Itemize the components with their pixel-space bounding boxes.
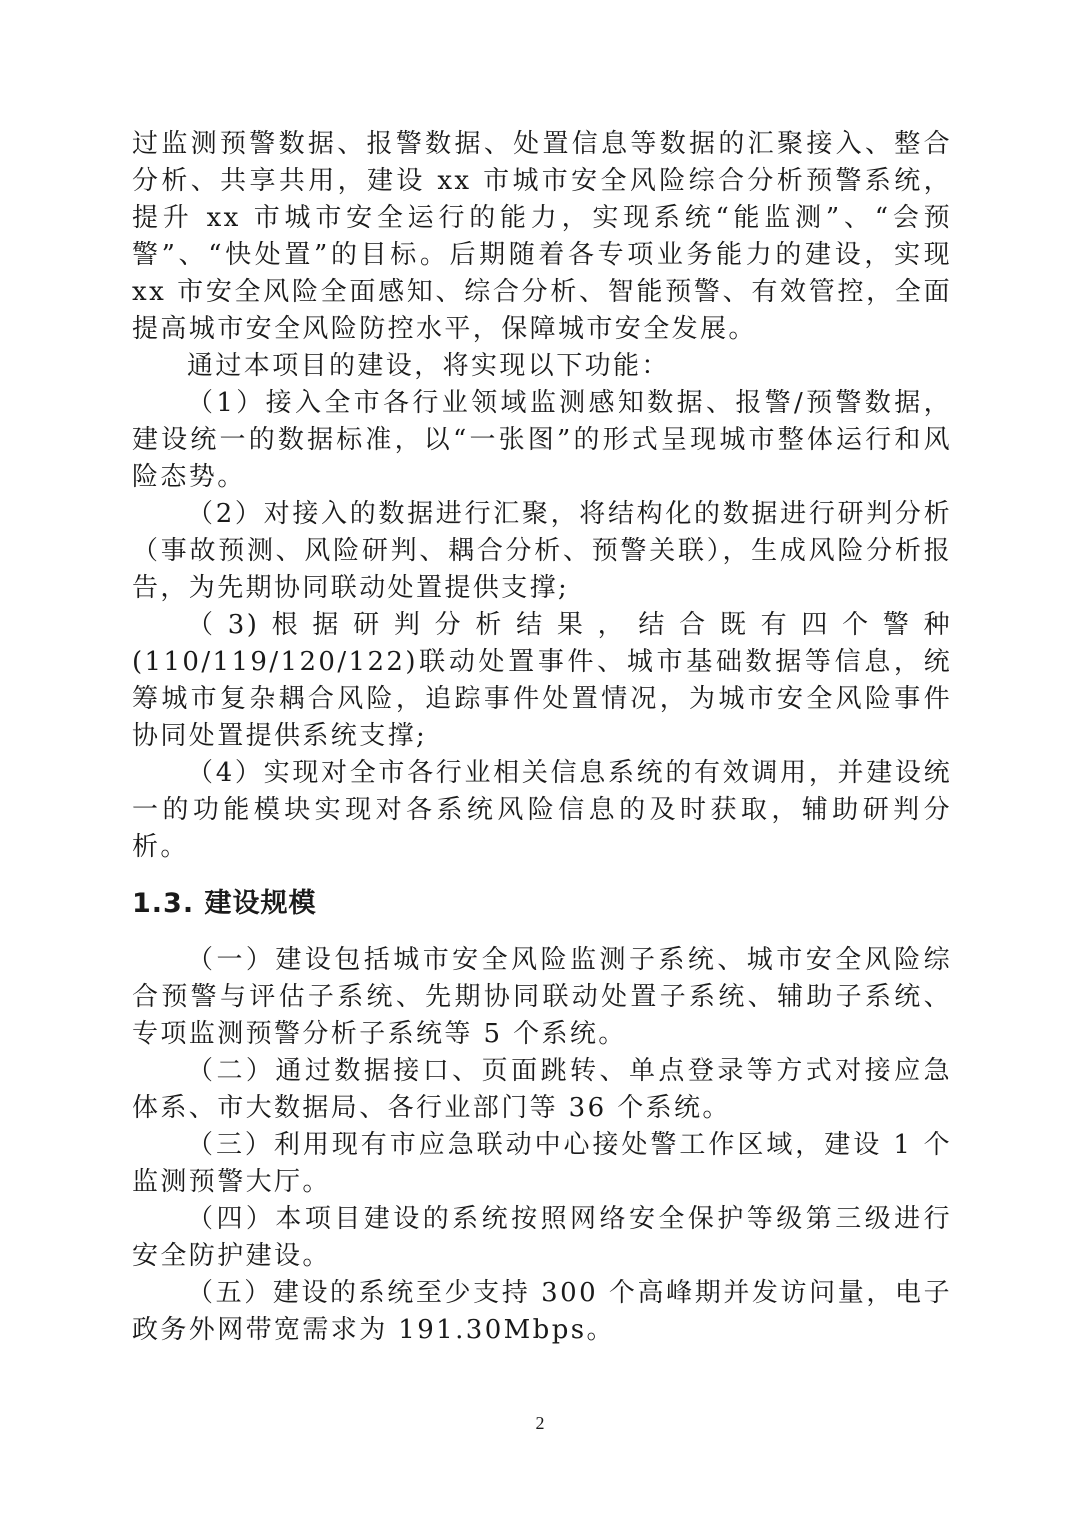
section-heading: 1.3. 建设规模	[132, 888, 317, 919]
intro-paragraph: 过监测预警数据、报警数据、处置信息等数据的汇聚接入、整合分析、共享共用，建设 xx 市城市安全风险综合分析预警系统，提升 xx 市城市安全运行的能力，实现系统“能监测”、“会预警”、“快处置”的目标。后期随着各专项业务能力的建设，实现 xx 市安全风险全面感知、综合分析、智能预警、有效管控，全面提高城市安全风险防控水平，保障城市安全发展。	[132, 129, 952, 344]
document-body	[132, 126, 952, 1349]
scale-item-2: （二）通过数据接口、页面跳转、单点登录等方式对接应急体系、市大数据局、各行业部门等 36 个系统。	[132, 1056, 952, 1123]
page-number: 2	[535, 1413, 545, 1433]
function-item-1: （1）接入全市各行业领域监测感知数据、报警/预警数据，建设统一的数据标准，以“一张图”的形式呈现城市整体运行和风险态势。	[132, 388, 952, 492]
functions-lead: 通过本项目的建设，将实现以下功能：	[187, 351, 670, 381]
scale-item-1: （一）建设包括城市安全风险监测子系统、城市安全风险综合预警与评估子系统、先期协同联动处置子系统、辅助子系统、专项监测预警分析子系统等 5 个系统。	[132, 945, 952, 1049]
scale-item-5: （五）建设的系统至少支持 300 个高峰期并发访问量，电子政务外网带宽需求为 191.30Mbps。	[132, 1278, 952, 1345]
scale-item-4: （四）本项目建设的系统按照网络安全保护等级第三级进行安全防护建设。	[132, 1204, 952, 1271]
function-item-2: （2）对接入的数据进行汇聚，将结构化的数据进行研判分析（事故预测、风险研判、耦合分析、预警关联），生成风险分析报告，为先期协同联动处置提供支撑;	[132, 499, 952, 603]
scale-item-3: （三）利用现有市应急联动中心接处警工作区域，建设 1 个监测预警大厅。	[132, 1130, 952, 1197]
function-item-4: （4）实现对全市各行业相关信息系统的有效调用，并建设统一的功能模块实现对各系统风险信息的及时获取，辅助研判分析。	[132, 758, 952, 862]
function-item-3: （3)根据研判分析结果，结合既有四个警种(110/119/120/122)联动处置事件、城市基础数据等信息，统筹城市复杂耦合风险，追踪事件处置情况，为城市安全风险事件协同处置提供系统支撑;	[132, 610, 952, 751]
